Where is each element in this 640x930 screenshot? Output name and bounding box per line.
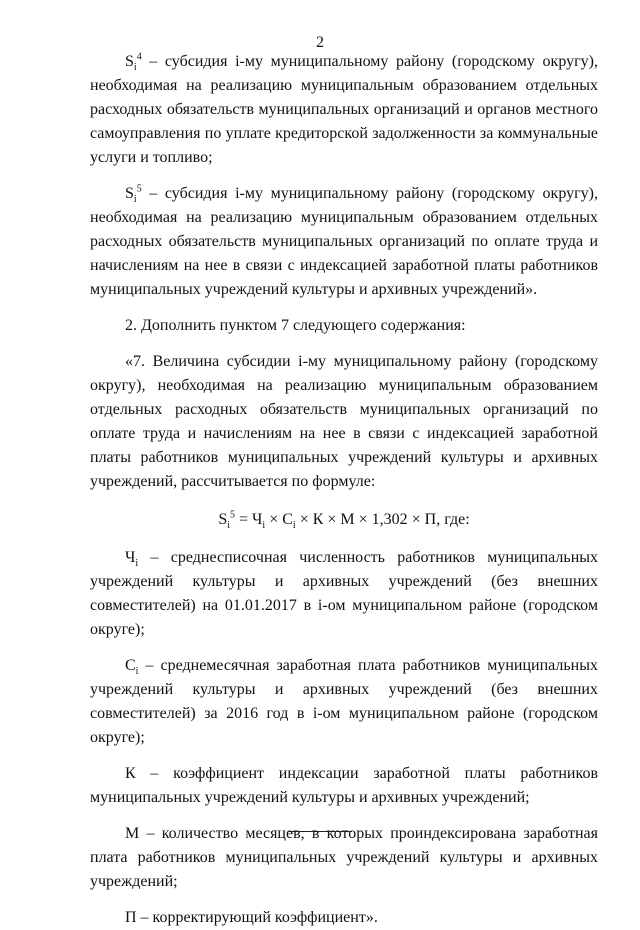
paragraph-s5-definition <box>90 182 598 302</box>
formula-times-c: × С <box>265 511 293 528</box>
ch-subscript: i <box>135 558 139 570</box>
document-body <box>90 50 598 930</box>
s5-text: – субсидия i-му муниципальному району (городскому округу), необходимая на реализацию муниципальным образованием отдельных расходных обязательств муниципальных организаций по оплате труда и начислениям на нее в связи с индексацией заработной платы работников муниципальных учреждений культуры и архивных учреждений». <box>90 185 598 298</box>
paragraph-item-7: «7. Величина субсидии i-му муниципальному району (городскому округу), необходимая на реализацию муниципальным образованием отдельных расходных обязательств муниципальных организаций по оплате труда и начислениям на нее в связи с индексацией заработной платы работников муниципальных учреждений культуры и архивных учреждений, рассчитывается по формуле: <box>90 353 598 490</box>
paragraph-c-definition <box>90 654 598 750</box>
s5-symbol: S <box>125 185 134 202</box>
paragraph-m-definition: М – количество месяцев, в которых проиндексирована заработная плата работников муниципальных учреждений культуры и архивных учреждений; <box>90 825 598 890</box>
formula-ch-subscript: i <box>262 520 266 532</box>
formula-s-subscript: i <box>227 520 230 532</box>
closing-rule <box>288 831 352 832</box>
s4-text: – субсидия i-му муниципальному району (городскому округу), необходимая на реализацию муниципальным образованием отдельных расходных обязательств муниципальных организаций и органов местного самоуправления по уплате кредиторской задолженности за коммунальные услуги и топливо; <box>90 53 598 166</box>
page-number: 2 <box>316 34 324 51</box>
paragraph-p-definition: П – корректирующий коэффициент». <box>125 909 378 926</box>
paragraph-k-definition: К – коэффициент индексации заработной платы работников муниципальных учреждений культуры и архивных учреждений; <box>90 765 598 806</box>
c-subscript: i <box>135 666 139 678</box>
s5-superscript: 5 <box>136 183 142 195</box>
paragraph-item-2: 2. Дополнить пунктом 7 следующего содержания: <box>125 317 466 334</box>
formula-s-superscript: 5 <box>230 509 235 521</box>
s4-superscript: 4 <box>136 51 142 63</box>
ch-text: – среднесписочная численность работников муниципальных учреждений культуры и архивных учреждений (без внешних совместителей) на 01.01.2017 в i-ом муниципальном районе (городском округе); <box>90 549 598 638</box>
s4-symbol: S <box>125 53 134 70</box>
paragraph-s4-definition <box>90 50 598 170</box>
formula-eq: = Ч <box>235 511 263 528</box>
formula <box>90 508 598 532</box>
s4-subscript: i <box>133 62 137 74</box>
paragraph-ch-definition <box>90 546 598 642</box>
formula-s: S <box>218 511 228 528</box>
c-text: – среднемесячная заработная плата работников муниципальных учреждений культуры и архивных учреждений (без внешних совместителей) за 2016 год в i-ом муниципальном районе (городском округе); <box>90 657 598 746</box>
c-symbol: С <box>125 657 136 674</box>
formula-c-subscript: i <box>292 520 296 532</box>
s5-subscript: i <box>133 194 137 206</box>
formula-rest: × К × М × 1,302 × П, где: <box>295 511 470 528</box>
ch-symbol: Ч <box>125 549 136 566</box>
